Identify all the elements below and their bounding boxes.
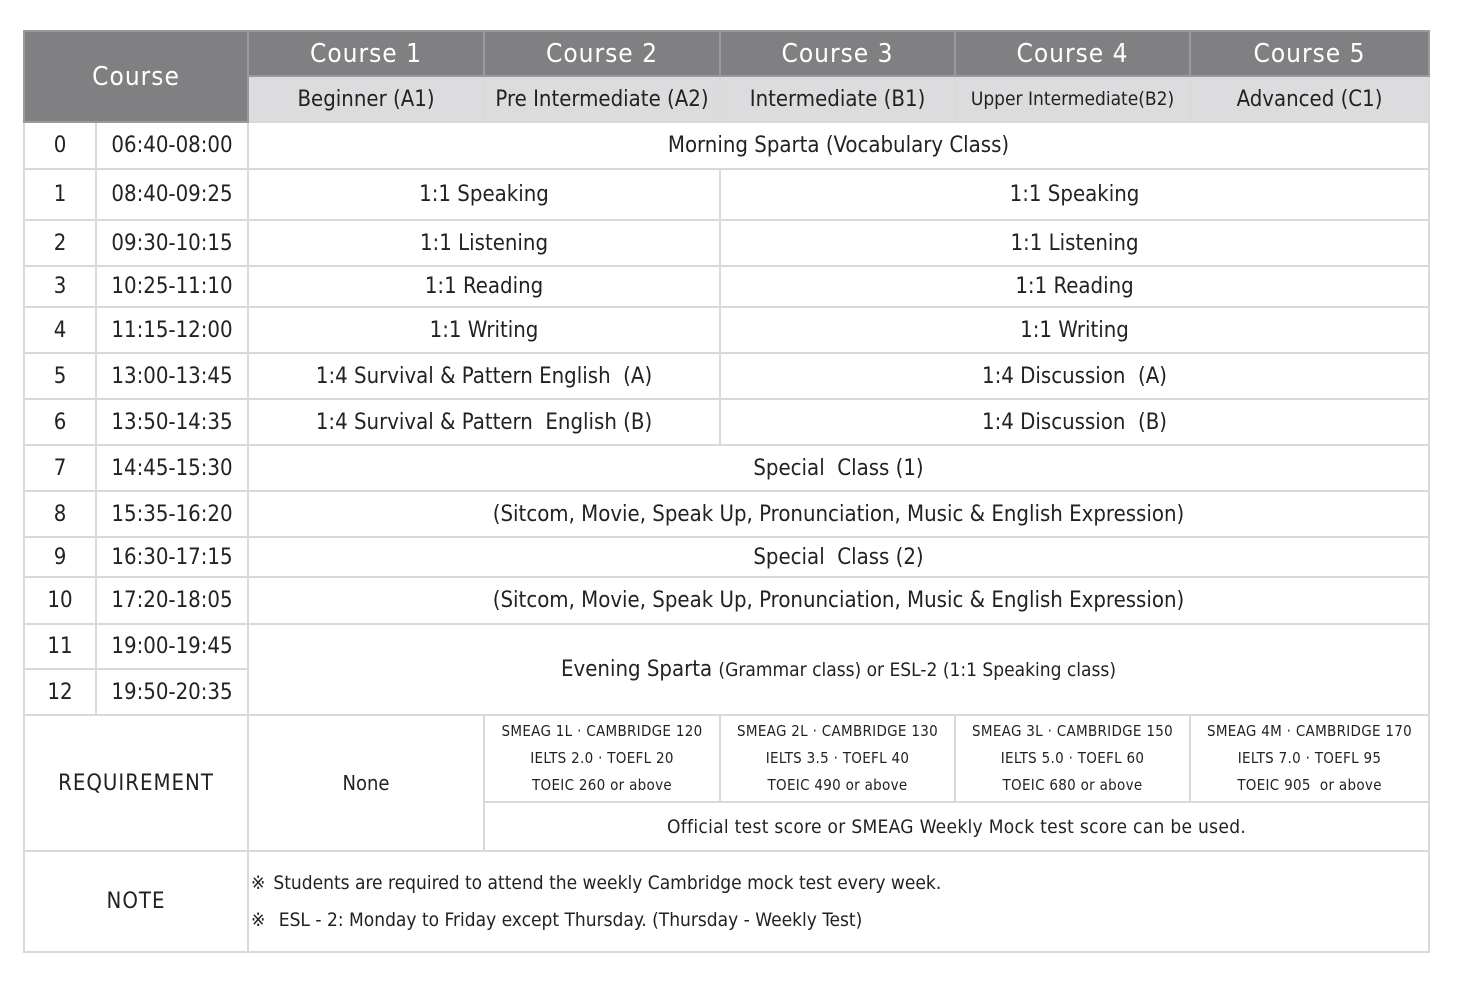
class-cell: 1:1 Listening [720, 220, 1429, 266]
requirement-line: IELTS 5.0 · TOEFL 60 [1000, 749, 1145, 767]
requirement-line: TOEIC 680 or above [1002, 776, 1143, 794]
class-cell: 1:4 Survival & Pattern English (A) [248, 353, 720, 399]
course-1-level: Beginner (A1) [248, 76, 484, 122]
requirement-line: SMEAG 3L · CAMBRIDGE 150 [972, 722, 1173, 740]
requirement-line: TOEIC 905 or above [1237, 776, 1382, 794]
course-3-level: Intermediate (B1) [720, 76, 955, 122]
class-cell-evening-sparta [248, 624, 1429, 715]
table-row [24, 537, 1429, 577]
course-2-level: Pre Intermediate (A2) [484, 76, 720, 122]
requirement-line: SMEAG 2L · CAMBRIDGE 130 [737, 722, 938, 740]
class-cell: 1:1 Writing [248, 307, 720, 353]
class-cell: Special Class (1) [248, 445, 1429, 491]
period-time: 16:30-17:15 [96, 537, 248, 577]
table-row [24, 169, 1429, 220]
table-row [24, 445, 1429, 491]
course-5-level: Advanced (C1) [1190, 76, 1429, 122]
course-5-header: Course 5 [1190, 31, 1429, 76]
period-number: 12 [24, 669, 96, 715]
reference-mark-icon: ※ [251, 871, 266, 894]
note-line [251, 865, 1428, 902]
requirement-row [24, 715, 1429, 802]
course-3-header: Course 3 [720, 31, 955, 76]
class-cell: (Sitcom, Movie, Speak Up, Pronunciation, Music & English Expression) [248, 491, 1429, 537]
course-schedule-table [23, 30, 1430, 953]
course-2-header: Course 2 [484, 31, 720, 76]
course-4-header: Course 4 [955, 31, 1190, 76]
table-row [24, 220, 1429, 266]
requirement-line: TOEIC 490 or above [767, 776, 908, 794]
period-time: 17:20-18:05 [96, 577, 248, 624]
class-cell: 1:4 Discussion (A) [720, 353, 1429, 399]
class-cell: 1:1 Speaking [720, 169, 1429, 220]
period-number: 9 [24, 537, 96, 577]
table-row [24, 624, 1429, 669]
period-number: 6 [24, 399, 96, 445]
period-number: 3 [24, 266, 96, 307]
period-number: 1 [24, 169, 96, 220]
period-time: 13:50-14:35 [96, 399, 248, 445]
table-row [24, 577, 1429, 624]
period-time: 06:40-08:00 [96, 122, 248, 169]
period-time: 13:00-13:45 [96, 353, 248, 399]
class-cell: 1:1 Writing [720, 307, 1429, 353]
period-time: 19:00-19:45 [96, 624, 248, 669]
note-row [24, 851, 1429, 952]
course-header: Course [24, 31, 248, 122]
period-number: 0 [24, 122, 96, 169]
period-time: 08:40-09:25 [96, 169, 248, 220]
header-row-courses [24, 31, 1429, 76]
period-number: 8 [24, 491, 96, 537]
class-cell: 1:1 Reading [248, 266, 720, 307]
requirement-line: IELTS 3.5 · TOEFL 40 [765, 749, 910, 767]
requirement-course-1: None [248, 715, 484, 851]
period-number: 7 [24, 445, 96, 491]
period-time: 14:45-15:30 [96, 445, 248, 491]
class-cell: 1:1 Speaking [248, 169, 720, 220]
class-cell: 1:4 Discussion (B) [720, 399, 1429, 445]
period-number: 4 [24, 307, 96, 353]
requirement-line: TOEIC 260 or above [532, 776, 672, 794]
note-text: Students are required to attend the weekly Cambridge mock test every week. [273, 871, 942, 894]
requirement-line: IELTS 2.0 · TOEFL 20 [530, 749, 674, 767]
period-time: 10:25-11:10 [96, 266, 248, 307]
table-row [24, 491, 1429, 537]
requirement-line: SMEAG 1L · CAMBRIDGE 120 [501, 722, 703, 740]
table-row [24, 399, 1429, 445]
requirement-line: IELTS 7.0 · TOEFL 95 [1237, 749, 1382, 767]
note-text: ESL - 2: Monday to Friday except Thursday. (Thursday - Weekly Test) [273, 908, 863, 931]
period-number: 2 [24, 220, 96, 266]
requirement-label: REQUIREMENT [24, 715, 248, 851]
class-cell: Special Class (2) [248, 537, 1429, 577]
course-4-level: Upper Intermediate(B2) [955, 76, 1190, 122]
requirement-course-2 [484, 715, 720, 802]
requirement-line: SMEAG 4M · CAMBRIDGE 170 [1206, 722, 1413, 740]
requirement-course-5 [1190, 715, 1429, 802]
period-time: 15:35-16:20 [96, 491, 248, 537]
period-number: 5 [24, 353, 96, 399]
period-number: 11 [24, 624, 96, 669]
period-time: 19:50-20:35 [96, 669, 248, 715]
class-cell: (Sitcom, Movie, Speak Up, Pronunciation, Music & English Expression) [248, 577, 1429, 624]
evening-sparta-detail: (Grammar class) or ESL-2 (1:1 Speaking class) [718, 659, 1116, 681]
period-time: 09:30-10:15 [96, 220, 248, 266]
class-cell: 1:1 Listening [248, 220, 720, 266]
period-number: 10 [24, 577, 96, 624]
class-cell: 1:1 Reading [720, 266, 1429, 307]
class-cell: 1:4 Survival & Pattern English (B) [248, 399, 720, 445]
period-time: 11:15-12:00 [96, 307, 248, 353]
requirement-course-3 [720, 715, 955, 802]
requirement-footnote: Official test score or SMEAG Weekly Mock test score can be used. [484, 802, 1429, 851]
table-row [24, 266, 1429, 307]
note-label: NOTE [24, 851, 248, 952]
note-content [248, 851, 1429, 952]
evening-sparta-title: Evening Sparta [561, 657, 719, 682]
class-cell: Morning Sparta (Vocabulary Class) [248, 122, 1429, 169]
requirement-course-4 [955, 715, 1190, 802]
table-row [24, 307, 1429, 353]
table-row [24, 122, 1429, 169]
reference-mark-icon: ※ [251, 908, 266, 931]
note-line [251, 902, 1428, 939]
table-row [24, 353, 1429, 399]
course-1-header: Course 1 [248, 31, 484, 76]
